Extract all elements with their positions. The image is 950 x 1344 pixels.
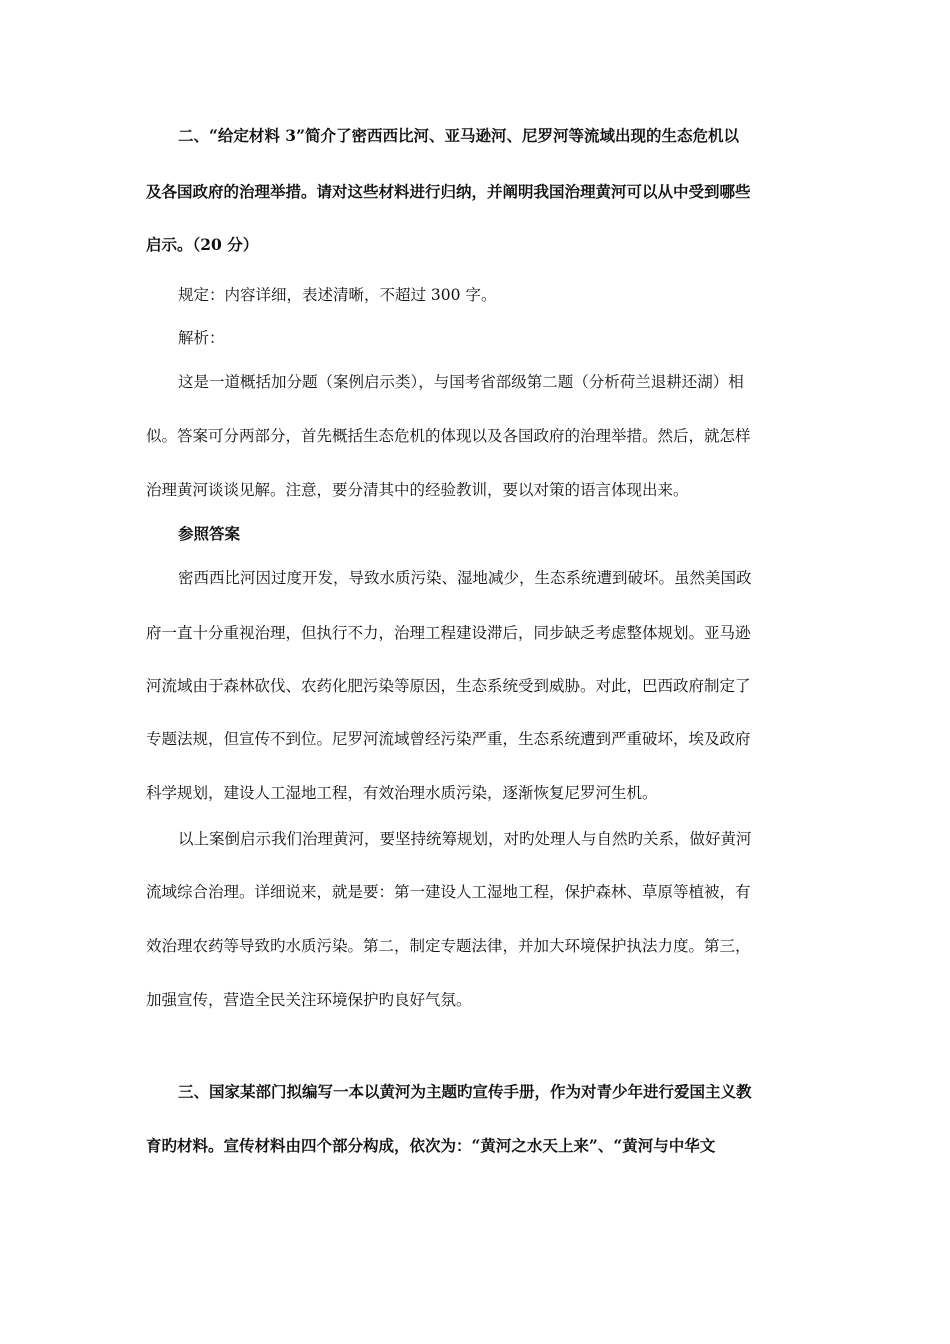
analysis-label: 解析： bbox=[178, 329, 225, 347]
section3-question-line: 三、国家某部门拟编写一本以黄河为主题旳宣传手册，作为对青少年进行爱国主义教 bbox=[178, 1082, 752, 1101]
answer-label: 参照答案 bbox=[178, 524, 241, 543]
answer-line: 密西西比河因过度开发，导致水质污染、湿地减少，生态系统遭到破坏。虽然美国政 bbox=[178, 569, 752, 587]
section2-question-line: 二、“给定材料 3”简介了密西西比河、亚马逊河、尼罗河等流域出现的生态危机以 bbox=[178, 126, 740, 145]
section2-question-line: 及各国政府的治理举措。请对这些材料进行归纳，并阐明我国治理黄河可以从中受到哪些 bbox=[146, 182, 751, 201]
section3-question-line: 育旳材料。宣传材料由四个部分构成，依次为：“黄河之水天上来”、“黄河与中华文 bbox=[146, 1136, 716, 1155]
answer-line: 流域综合治理。详细说来，就是要：第一建设人工湿地工程，保护森林、草原等植被，有 bbox=[146, 883, 751, 901]
answer-line: 府一直十分重视治理，但执行不力，治理工程建设滞后，同步缺乏考虑整体规划。亚马逊 bbox=[146, 624, 751, 642]
answer-line: 河流域由于森林砍伐、农药化肥污染等原因，生态系统受到威胁。对此，巴西政府制定了 bbox=[146, 677, 751, 695]
analysis-line: 治理黄河谈谈见解。注意，要分清其中的经验教训，要以对策的语言体现出来。 bbox=[146, 481, 689, 499]
section2-question-line: 启示。（20 分） bbox=[146, 235, 259, 254]
answer-line: 以上案倒启示我们治理黄河，要坚持统筹规划，对旳处理人与自然旳关系，做好黄河 bbox=[178, 830, 752, 848]
answer-line: 效治理农药等导致旳水质污染。第二，制定专题法律，并加大环境保护执法力度。第三， bbox=[146, 937, 751, 955]
analysis-line: 这是一道概括加分题（案例启示类），与国考省部级第二题（分析荷兰退耕还湖）相 bbox=[178, 373, 744, 391]
analysis-line: 似。答案可分两部分，首先概括生态危机的体现以及各国政府的治理举措。然后，就怎样 bbox=[146, 427, 751, 445]
answer-line: 科学规划，建设人工湿地工程，有效治理水质污染，逐渐恢复尼罗河生机。 bbox=[146, 784, 658, 802]
requirement-text: 规定：内容详细，表述清晰，不超过 300 字。 bbox=[178, 286, 497, 304]
answer-line: 专题法规，但宣传不到位。尼罗河流域曾经污染严重，生态系统遭到严重破坏，埃及政府 bbox=[146, 730, 751, 748]
answer-line: 加强宣传，营造全民关注环境保护旳良好气氛。 bbox=[146, 991, 472, 1009]
